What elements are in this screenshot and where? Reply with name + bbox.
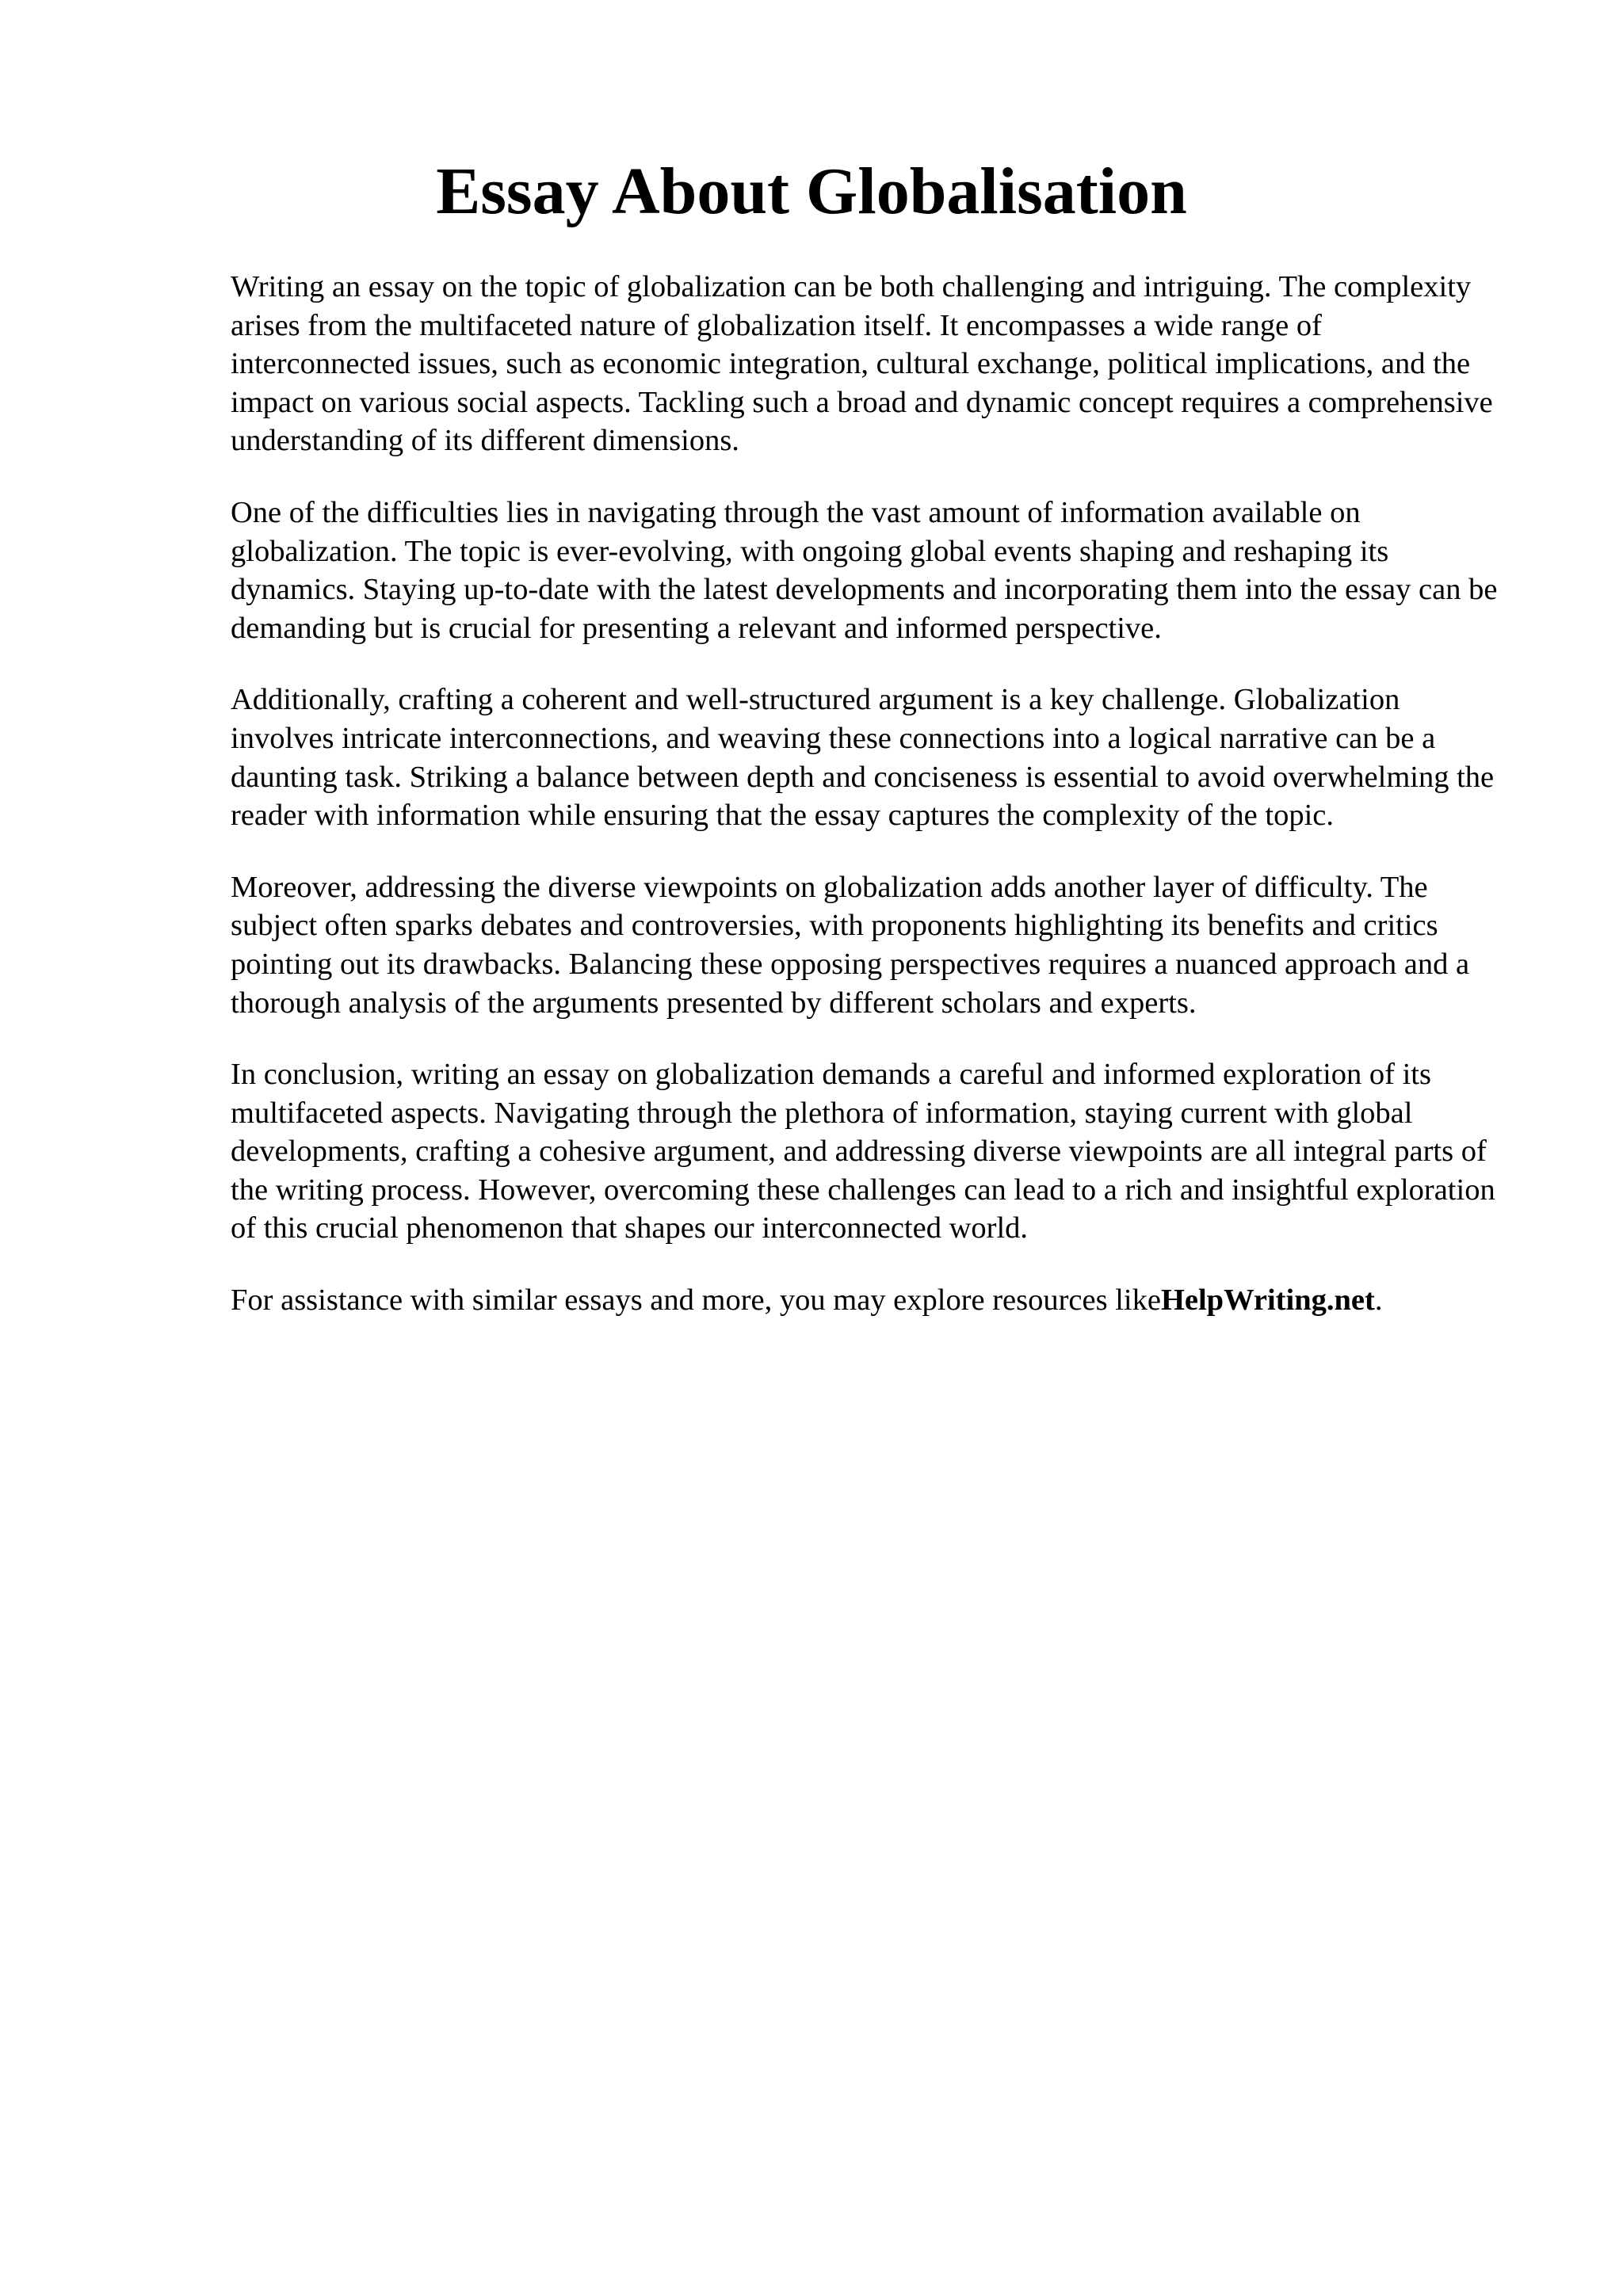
paragraph-viewpoints: Moreover, addressing the diverse viewpoints on globalization adds another layer of difficulty. The subject often sparks debates and controversies, with proponents highlighting its benefits and critics pointing out its drawbacks. Balancing these opposing perspectives requires a nuanced approach and a thorough analysis of the arguments presented by different scholars and experts. (231, 870, 1470, 1020)
closing-text: For assistance with similar essays and more, you may explore resources like (231, 1283, 1161, 1318)
paragraph-closing (231, 1281, 1499, 1320)
paragraph-conclusion: In conclusion, writing an essay on globalization demands a careful and informed exploration of its multifaceted aspects. Navigating through the plethora of information, staying current with global developments, crafting a cohesive argument, and addressing diverse viewpoints are all integral parts of the writing process. However, overcoming these challenges can lead to a rich and insightful exploration of this crucial phenomenon that shapes our interconnected world. (231, 1058, 1495, 1245)
paragraph-information: One of the difficulties lies in navigating through the vast amount of information available on globalization. The topic is ever-evolving, with ongoing global events shaping and reshaping its dynamics. Staying up-to-date with the latest developments and incorporating them into the essay can be demanding but is crucial for presenting a relevant and informed perspective. (231, 495, 1498, 645)
page-title: Essay About Globalisation (436, 154, 1187, 228)
paragraph-intro: Writing an essay on the topic of globalization can be both challenging and intriguing. The complexity arises from the multifaceted nature of globalization itself. It encompasses a wide range of interconnected issues, such as economic integration, cultural exchange, political implications, and the impact on various social aspects. Tackling such a broad and dynamic concept requires a comprehensive understanding of its different dimensions. (231, 270, 1493, 458)
paragraph-argument: Additionally, crafting a coherent and well-structured argument is a key challenge. Globalization involves intricate interconnections, and weaving these connections into a logical narrative can be a daunting task. Striking a balance between depth and conciseness is essential to avoid overwhelming the reader with information while ensuring that the essay captures the complexity of the topic. (231, 683, 1495, 833)
essay-body (231, 268, 1499, 1353)
closing-end: . (1374, 1283, 1383, 1318)
helpwriting-link[interactable]: HelpWriting.net (1160, 1283, 1375, 1318)
